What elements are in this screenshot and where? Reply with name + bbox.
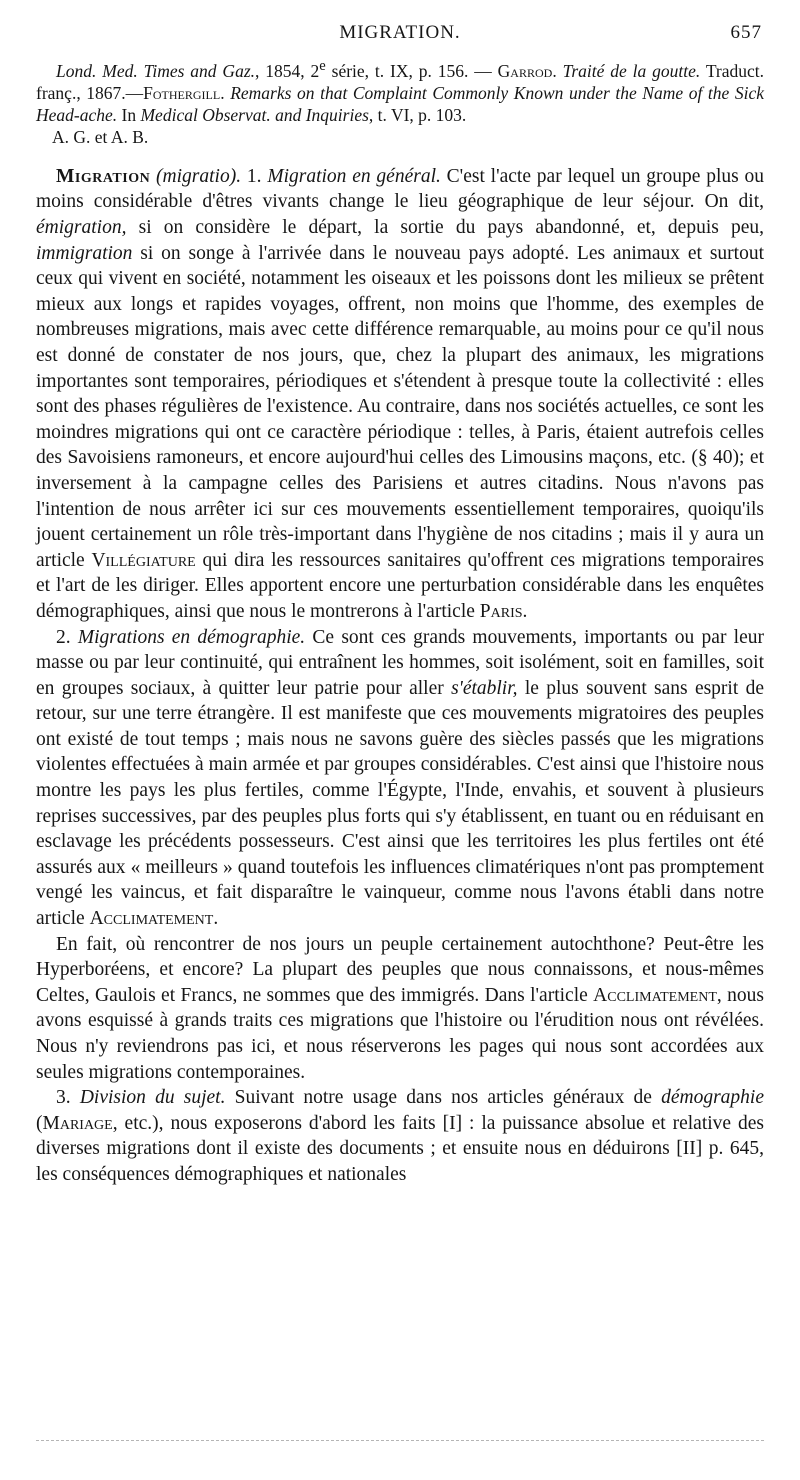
paragraph-2 [36, 625, 764, 932]
cross-reference: Paris [479, 600, 523, 622]
reference-text: In [117, 104, 141, 125]
reference-author: Fothergill [143, 82, 221, 103]
reference-title: Remarks on that Complaint Commonly Known under the Name of the Sick Head-ache. [36, 82, 765, 125]
reference-superscript: e [319, 58, 326, 74]
section-number: 3. [56, 1087, 80, 1109]
reference-title: Traité de la goutte. [562, 60, 701, 81]
emphasis-term: s'établir, [451, 677, 518, 699]
running-title: MIGRATION. [339, 22, 461, 43]
paragraph-text: ( [36, 1112, 43, 1134]
bibliography-references [36, 55, 764, 126]
paragraph-text: si on considère le départ, la sortie du pays abandonné, et, depuis peu, [126, 217, 764, 239]
reference-author: Garrod [497, 60, 553, 81]
cross-reference: Acclimatement [89, 908, 214, 930]
reference-journal: Lond. Med. Times and Gaz. [56, 60, 256, 81]
paragraph-text: qui dira les ressources sanitaires qu'offrent ces migrations temporaires et l'art de les diriger. Elles apportent encore une perturbation considérable dans les enquêtes démographiques, ainsi que nous le montrerons à l'article [36, 549, 764, 622]
page-number: 657 [730, 22, 762, 43]
cross-reference: Mariage [42, 1112, 113, 1134]
reference-text: . [220, 82, 231, 103]
reference-text: . [552, 60, 563, 81]
paragraph-text: En fait, où rencontrer de nos jours un peuple certainement autochthone? Peut-être les Hyperboréens, et encore? La plupart des peuples que nous connaissons, et nous-mêmes Celtes, Gaulois et Francs, ne sommes que des immigrés. Dans l'article [36, 933, 764, 1006]
cross-reference: Acclimatement [593, 984, 717, 1006]
section-title: Migrations en démographie. [77, 626, 306, 648]
paragraph-text: . [213, 908, 219, 930]
paragraph-text: . [522, 600, 528, 622]
paragraph-1 [36, 164, 764, 625]
emphasis-term: immigration [36, 242, 133, 264]
reference-journal: Medical Observat. and Inquiries [140, 104, 369, 125]
paragraph-text: Suivant notre usage dans nos articles généraux de [225, 1087, 662, 1109]
main-text [36, 55, 764, 1188]
section-number: 2. [56, 626, 78, 648]
paragraph-text: Ce sont ces grands mouvements, importants ou par leur masse ou par leur continuité, qui entraînent les hommes, soit isolément, soit en familles, soit en groupes sociaux, à quitter leur patrie pour aller [36, 626, 764, 699]
paragraph-3 [36, 932, 764, 1086]
reference-text: , t. VI, p. 103. [368, 104, 467, 125]
section-number: 1. [241, 165, 268, 187]
running-head [38, 22, 762, 50]
reference-text: Traduct. franç., 1867.— [36, 60, 765, 103]
paragraph-text: le plus souvent sans esprit de retour, sur une terre étrangère. Il est manifeste que ces mouvements migratoires des peuples ont existé de tout temps ; mais nous ne savons guère des siècles passés que les migrations violentes effectuées à main armée et par groupes considérables. C'est ainsi que l'histoire nous montre les pays les plus fertiles, comme l'Égypte, l'Inde, envahis, et souvent à plusieurs reprises successives, par des peuples plus forts qui s'y établissent, en tuant ou en réduisant en esclavage les précédents possesseurs. C'est ainsi que les territoires les plus fertiles ont été assurés aux « meilleurs » quand toutefois les influences climatériques n'ont pas promptement vengé les vaincus, et fait disparaître le vainqueur, comme nous l'avons établi dans notre article [36, 677, 764, 930]
section-title: Migration en général. [267, 165, 441, 187]
footer-dashed-rule [36, 1440, 764, 1441]
cross-reference: Villégiature [91, 549, 196, 571]
paragraph-text: C'est l'acte par lequel un groupe plus ou moins considérable d'êtres vivants change le lieu géographique de leur séjour. On dit, [36, 165, 765, 213]
entry-latin: (migratio). [156, 165, 242, 187]
paragraph-text: , etc.), nous exposerons d'abord les faits [I] : la puissance absolue et relative des diverses migrations dont il existe des documents ; et ensuite nous en déduirons [II] p. 645, les conséquences démographiques et nationales [36, 1112, 764, 1185]
article-authors: A. G. et A. B. [52, 126, 149, 147]
reference-text: série, t. IX, p. 156. — [325, 60, 498, 81]
entry-headword: Migration [56, 165, 151, 187]
emphasis-term: émigration, [36, 217, 127, 239]
paragraph-text: , nous avons esquissé à grands traits ces migrations que l'histoire ou l'érudition nous ont révélées. Nous n'y reviendrons pas ici, et nous réserverons les pages qui nous sont accordées aux seules migrations contemporaines. [36, 984, 765, 1083]
emphasis-term: démographie [661, 1087, 764, 1109]
paragraph-text: si on songe à l'arrivée dans le nouveau pays adopté. Les animaux et surtout ceux qui vivent en société, notamment les oiseaux et les poissons dont les milieux se prêtent mieux aux longs et rapides voyages, offrent, non moins que l'homme, des exemples de nombreuses migrations, mais avec cette différence remarquable, au moins pour ce qu'il nous est donné de constater de nos jours, que, chez la plupart des animaux, les migrations importantes sont temporaires, périodiques et s'étendent à presque toute la collectivité : elles sont des phases régulières de l'existence. Au contraire, dans nos sociétés actuelles, ce sont les moindres migrations qui ont ce caractère périodique : telles, à Paris, étaient autrefois celles des Savoisiens ramoneurs, et encore aujourd'hui celles des Limousins maçons, etc. (§ 40); et inversement à la campagne celles des Parisiens et autres citadins. Nous n'avons pas l'intention de nous arrêter ici sur ces mouvements essentiellement temporaires, quoiqu'ils jouent certainement un rôle très-important dans l'hygiène de nos citadins ; mais il y aura un article [36, 242, 764, 571]
section-title: Division du sujet. [79, 1087, 226, 1109]
reference-text: , 1854, 2 [255, 60, 320, 81]
paragraph-4 [36, 1085, 764, 1187]
